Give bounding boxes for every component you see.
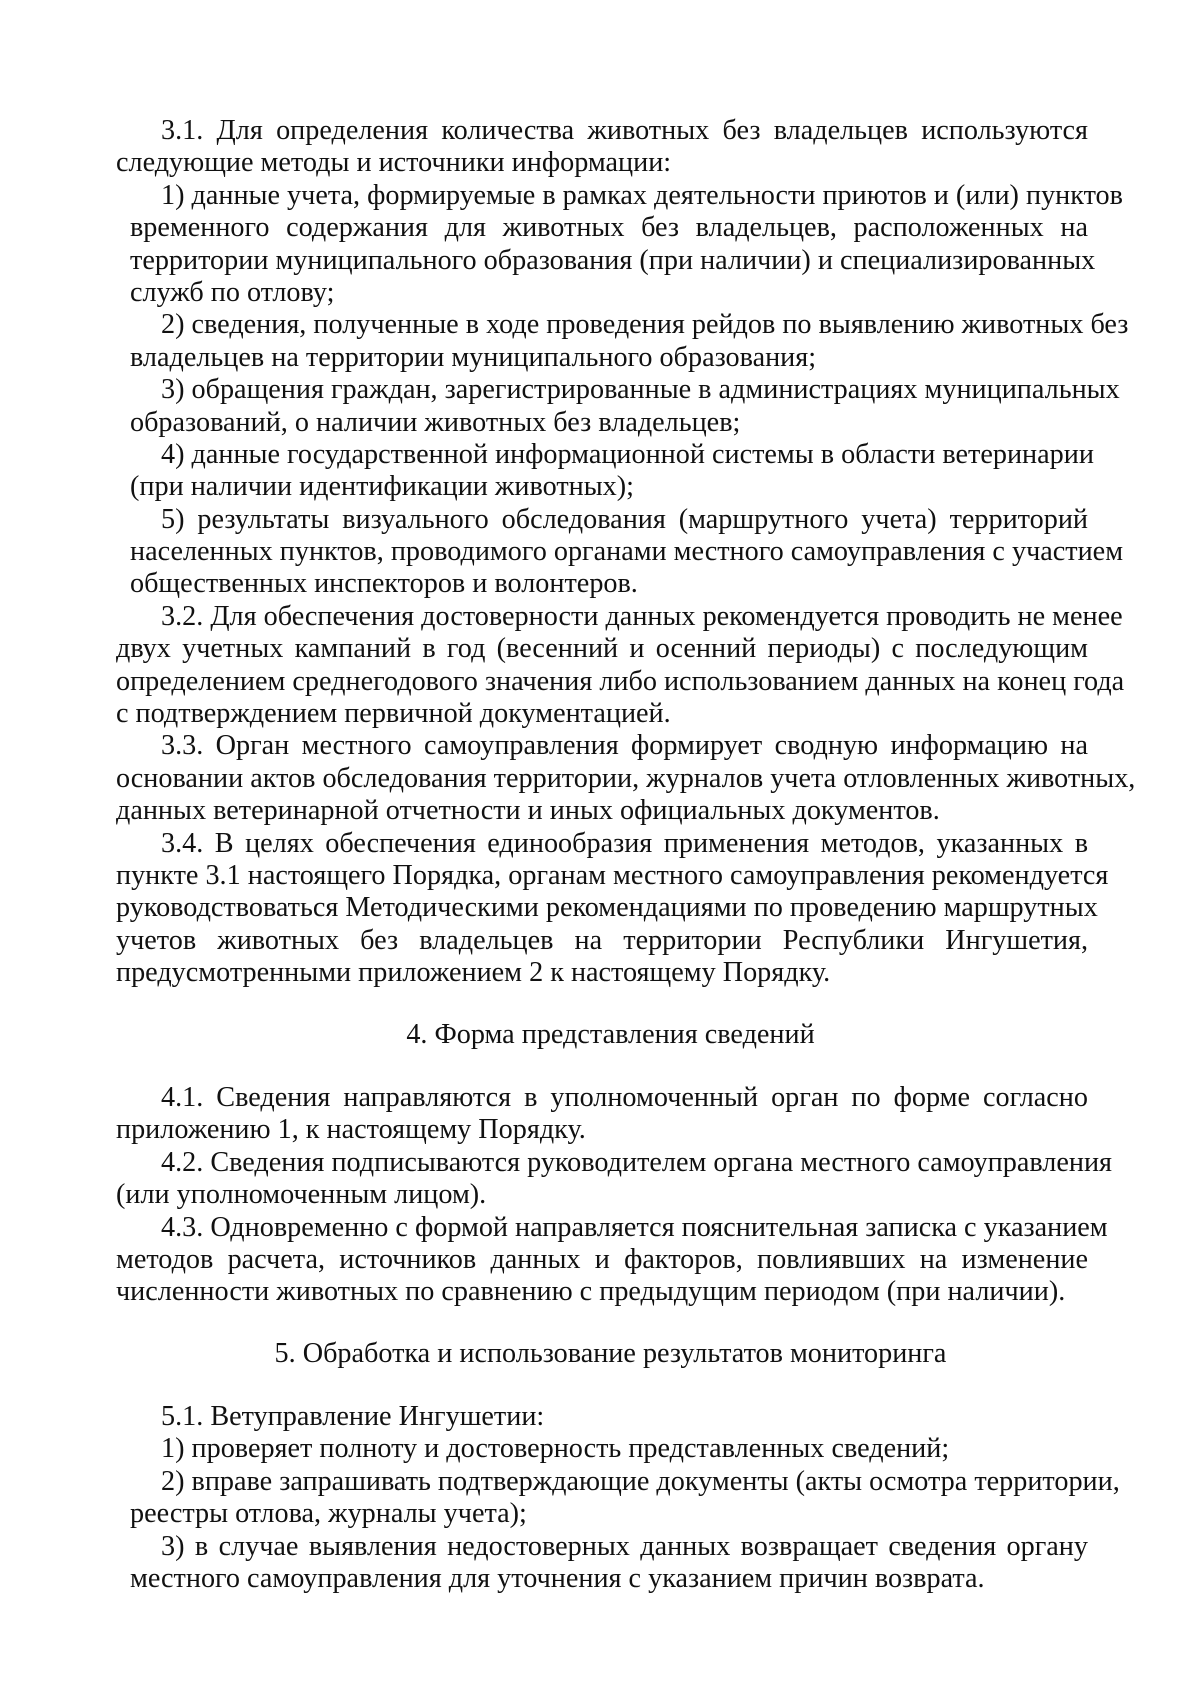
text-line: 2) сведения, полученные в ходе проведения рейдов по выявлению животных без	[161, 309, 1129, 341]
text-line: 4.2. Сведения подписываются руководителем органа местного самоуправления	[161, 1146, 1112, 1178]
text-line: 3) обращения граждан, зарегистрированные в администрациях муниципальных	[161, 374, 1120, 406]
text-line: общественных инспекторов и волонтеров.	[130, 568, 638, 600]
text-line: реестры отлова, журналы учета);	[130, 1498, 527, 1530]
paragraph	[116, 1401, 1088, 1433]
text-line: территории муниципального образования (при наличии) и специализированных	[130, 244, 1096, 276]
text-line: 4.3. Одновременно с формой направляется пояснительная записка с указанием	[161, 1211, 1108, 1243]
text-line: 4) данные государственной информационной системы в области ветеринарии	[161, 438, 1094, 470]
text-line: 3.1. Для определения количества животных без владельцев используются	[161, 115, 1088, 146]
list-item	[116, 1433, 1088, 1465]
text-line: 3) в случае выявления недостоверных данных возвращает сведения органу	[161, 1530, 1088, 1562]
text-line: временного содержания для животных без владельцев, расположенных на	[130, 212, 1088, 244]
paragraph	[116, 1082, 1088, 1147]
text-line: следующие методы и источники информации:	[116, 147, 672, 179]
paragraph	[116, 730, 1136, 827]
text-line: методов расчета, источников данных и факторов, повлиявших на изменение	[116, 1243, 1088, 1275]
text-line: пункте 3.1 настоящего Порядка, органам местного самоуправления рекомендуется	[116, 859, 1109, 891]
paragraph	[116, 1211, 1108, 1309]
list-item	[116, 503, 1124, 601]
text-line: основании актов обследования территории, журналов учета отловленных животных,	[116, 762, 1136, 794]
text-line: владельцев на территории муниципального образования;	[130, 341, 817, 373]
text-line: численности животных по сравнению с предыдущим периодом (при наличии).	[116, 1276, 1066, 1308]
text-line: 5.1. Ветуправление Ингушетии:	[161, 1401, 545, 1433]
paragraph	[116, 115, 1088, 180]
list-item	[116, 374, 1120, 439]
text-line: данных ветеринарной отчетности и иных официальных документов.	[116, 795, 940, 827]
section-heading: 4. Форма представления сведений	[406, 1018, 815, 1050]
text-line: двух учетных кампаний в год (весенний и осенний периоды) с последующим	[116, 633, 1088, 665]
text-line: учетов животных без владельцев на территории Республики Ингушетия,	[116, 924, 1088, 956]
text-line: приложению 1, к настоящему Порядку.	[116, 1114, 586, 1146]
text-line: служб по отлову;	[130, 276, 335, 308]
paragraph	[116, 600, 1125, 731]
text-line: 3.3. Орган местного самоуправления формирует сводную информацию на	[161, 730, 1088, 762]
text-line: с подтверждением первичной документацией.	[116, 698, 671, 730]
text-line: 4.1. Сведения направляются в уполномоченный орган по форме согласно	[161, 1081, 1088, 1113]
text-line: предусмотренными приложением 2 к настоящему Порядку.	[116, 957, 831, 989]
list-item	[116, 179, 1123, 310]
list-item	[116, 438, 1094, 504]
section-heading: 5. Обработка и использование результатов мониторинга	[274, 1337, 947, 1369]
text-line: (или уполномоченным лицом).	[116, 1179, 487, 1211]
text-line: 3.4. В целях обеспечения единообразия применения методов, указанных в	[161, 827, 1088, 859]
text-line: 5) результаты визуального обследования (маршрутного учета) территорий	[161, 503, 1088, 535]
text-line: 3.2. Для обеспечения достоверности данных рекомендуется проводить не менее	[161, 600, 1123, 632]
text-line: населенных пунктов, проводимого органами местного самоуправления с участием	[130, 536, 1124, 568]
text-line: определением среднегодового значения либо использованием данных на конец года	[116, 665, 1125, 697]
text-line: местного самоуправления для уточнения с указанием причин возврата.	[130, 1563, 985, 1595]
text-line: 1) проверяет полноту и достоверность представленных сведений;	[161, 1433, 950, 1465]
text-line: 1) данные учета, формируемые в рамках деятельности приютов и (или) пунктов	[161, 179, 1123, 211]
text-line: руководствоваться Методическими рекомендациями по проведению маршрутных	[116, 892, 1098, 924]
document-body	[116, 115, 1136, 1595]
list-item	[116, 1465, 1120, 1531]
text-line: 2) вправе запрашивать подтверждающие документы (акты осмотра территории,	[161, 1465, 1120, 1497]
text-line: образований, о наличии животных без владельцев;	[130, 406, 741, 438]
list-item	[116, 1531, 1088, 1596]
text-line: (при наличии идентификации животных);	[130, 471, 634, 503]
paragraph	[116, 1146, 1112, 1212]
paragraph	[116, 827, 1109, 990]
list-item	[116, 309, 1129, 374]
